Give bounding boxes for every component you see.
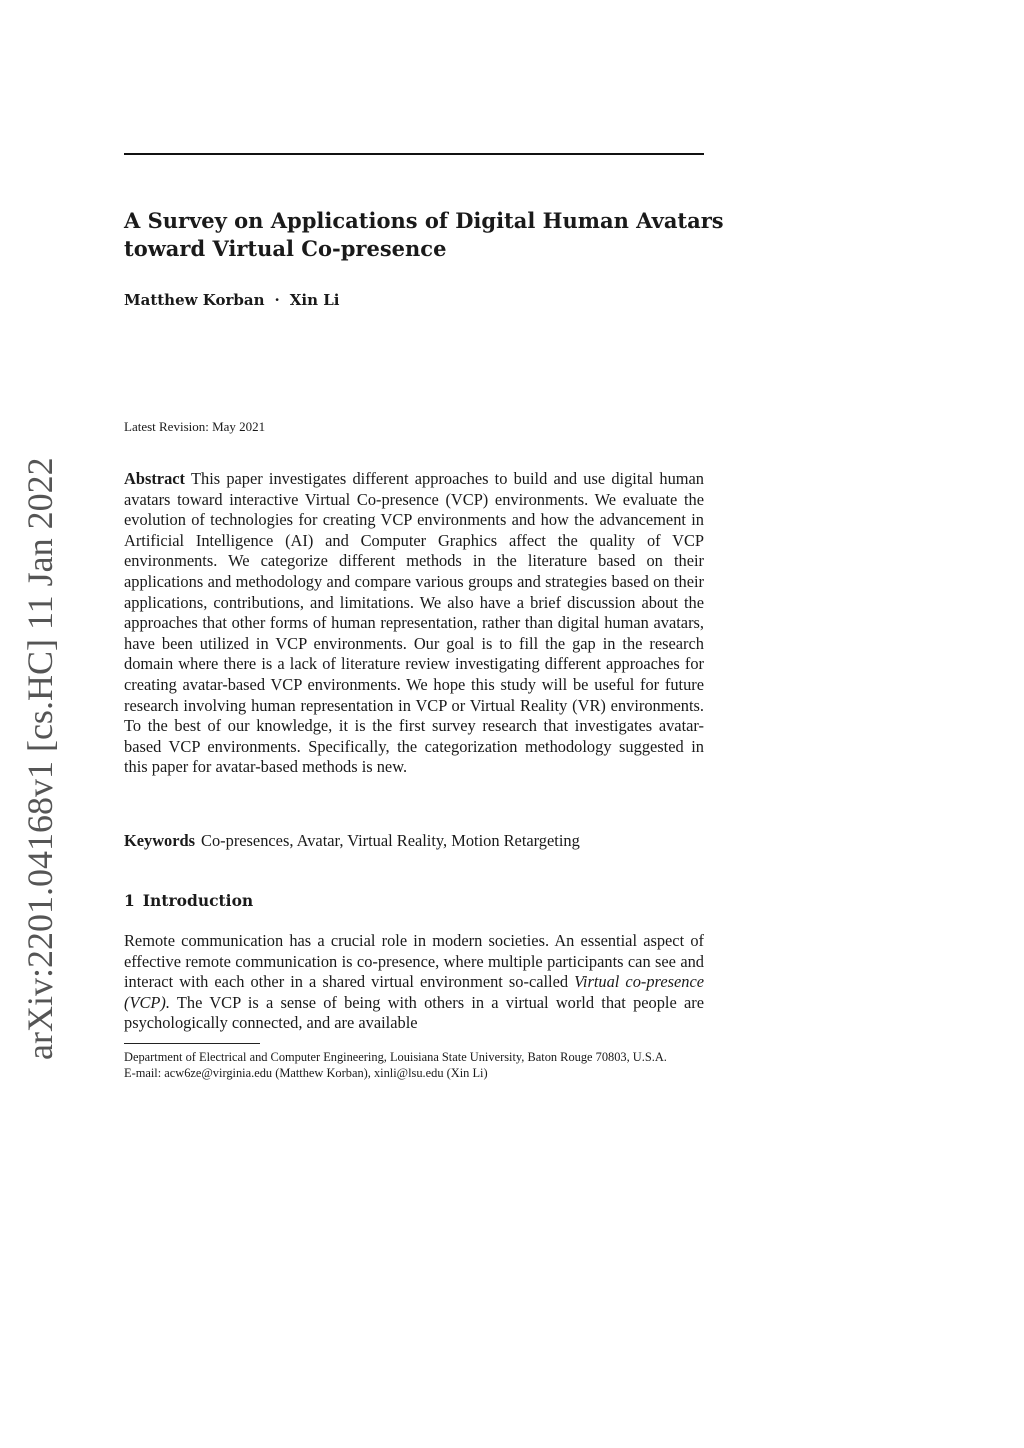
section-heading — [124, 891, 253, 911]
introduction-paragraph — [124, 931, 704, 1034]
author-name: Matthew Korban — [124, 291, 265, 309]
section-number: 1 — [124, 891, 135, 910]
header-rule — [124, 153, 704, 155]
arxiv-identifier: arXiv:2201.04168v1 [cs.HC] 11 Jan 2022 — [20, 457, 60, 1060]
keywords — [124, 831, 704, 851]
contact-email: E-mail: acw6ze@virginia.edu (Matthew Korban), xinli@lsu.edu (Xin Li) — [124, 1066, 488, 1080]
revision-date: Latest Revision: May 2021 — [124, 419, 266, 434]
keywords-label: Keywords — [124, 831, 196, 850]
footnote-rule — [124, 1043, 260, 1044]
author-list — [124, 290, 339, 310]
keywords-text: Co-presences, Avatar, Virtual Reality, Motion Retargeting — [201, 831, 580, 850]
author-name: Xin Li — [289, 291, 340, 309]
abstract — [124, 469, 704, 778]
paper-title: A Survey on Applications of Digital Human Avatars toward Virtual Co-presence — [124, 208, 724, 261]
abstract-text: This paper investigates different approaches to build and use digital human avatars toward interactive Virtual Co-presence (VCP) environments. We evaluate the evolution of technologies for creating VCP environments and how the advancement in Artificial Intelligence (AI) and Computer Graphics affect the quality of VCP environments. We categorize different methods in the literature based on their applications and methodology and compare various groups and strategies based on their applications, contributions, and limitations. We also have a brief discussion about the approaches that other forms of human representation, rather than digital human avatars, have been utilized in VCP environments. Our goal is to fill the gap in the research domain where there is a lack of literature review investigating different approaches for creating avatar-based VCP environments. We hope this study will be useful for future research involving human representation in VCP or Virtual Reality (VR) environments. To the best of our knowledge, it is the first survey research that investigates avatar-based VCP environments. Specifically, the categorization methodology suggested in this paper for avatar-based methods is new. — [124, 469, 704, 777]
intro-text-start: Remote communication has a crucial role in modern societies. An essential aspect of effective remote communication is co-presence, where multiple participants can see and interact with each other in a shared virtual environment so-called — [124, 931, 704, 992]
intro-emphasis: Virtual co-presence (VCP). — [124, 972, 704, 1012]
footnote — [124, 1049, 704, 1081]
intro-text-end: The VCP is a sense of being with others in a virtual world that people are psychologically connected, and are available — [124, 992, 704, 1033]
author-separator: · — [274, 291, 280, 309]
affiliation: Department of Electrical and Computer Engineering, Louisiana State University, Baton Rouge 70803, U.S.A. — [124, 1050, 667, 1064]
abstract-label: Abstract — [124, 469, 185, 488]
section-title: Introduction — [142, 891, 254, 910]
